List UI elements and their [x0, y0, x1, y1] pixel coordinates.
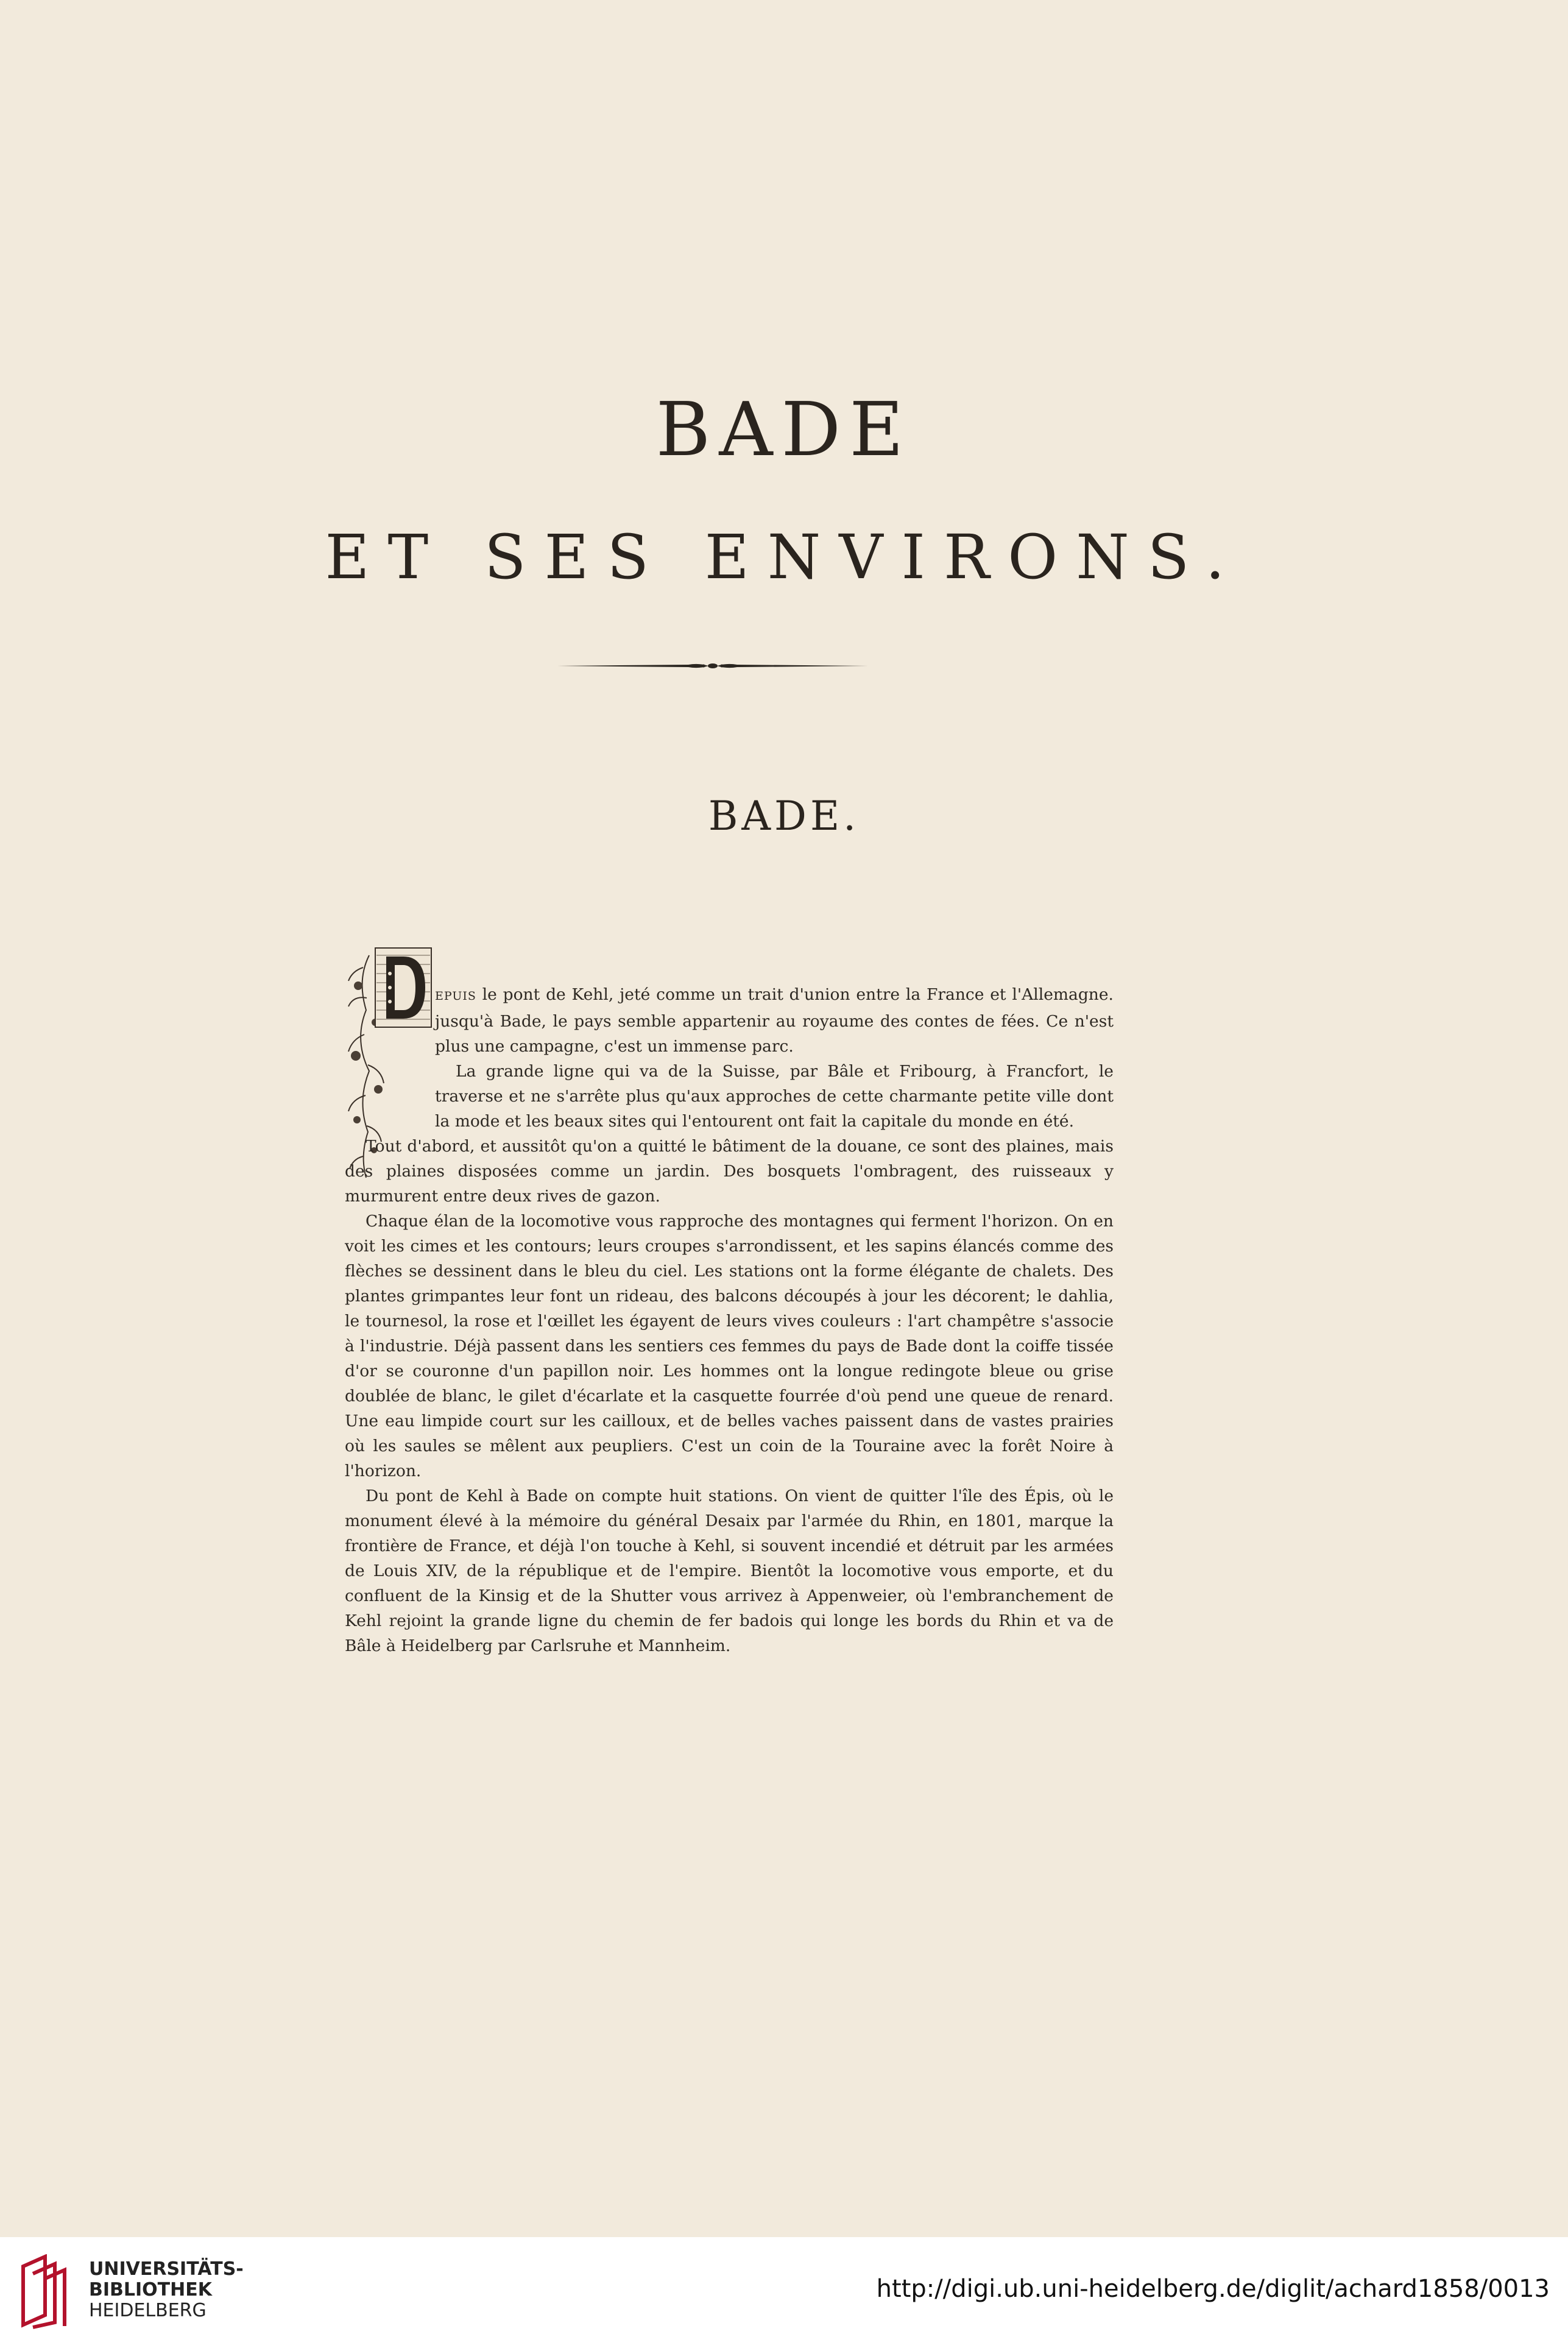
body-text: [345, 982, 1114, 1658]
permalink-url[interactable]: http://digi.ub.uni-heidelberg.de/diglit/achard1858/0013: [876, 2275, 1550, 2303]
library-name-line-3: HEIDELBERG: [89, 2300, 207, 2321]
paragraph-1-text: le pont de Kehl, jeté comme un trait d'union entre la France et l'Allemagne. jusqu'à Bade, le pays semble appartenir au royaume des contes de fées. Ce n'est plus une campagne, c'est un immense parc.: [435, 985, 1114, 1056]
paragraph-3: Tout d'abord, et aussitôt qu'on a quitté le bâtiment de la douane, ce sont des plaines, mais des plaines disposées comme un jardin. Des bosquets l'ombragent, des ruisseaux y murmurent entre deux rives de gazon.: [345, 1137, 1114, 1206]
library-name: [89, 2259, 244, 2321]
library-logo-icon: [21, 2254, 67, 2330]
book-subtitle: ET SES ENVIRONS.: [325, 522, 1243, 593]
library-name-line-2: BIBLIOTHEK: [89, 2279, 212, 2300]
paragraph-4: Chaque élan de la locomotive vous rapproche des montagnes qui ferment l'horizon. On en voit les cimes et les contours; leurs croupes s'arrondissent, et les sapins élancés comme des flèches se dessinent dans le bleu du ciel. Les stations ont la forme élégante de chalets. Des plantes grimpantes leur font un rideau, des balcons découpés à jour les décorent; le dahlia, le tournesol, la rose et l'œillet les égayent de leurs vives couleurs : l'art champêtre s'associe à l'industrie. Déjà passent dans les sentiers ces femmes du pays de Bade dont la coiffe tissée d'or se couronne d'un papillon noir. Les hommes ont la longue redingote bleue ou grise doublée de blanc, le gilet d'écarlate et la casquette fourrée d'où pend une queue de renard. Une eau limpide court sur les cailloux, et de belles vaches paissent dans de vastes prairies où les saules se mêlent aux peupliers. C'est un coin de la Touraine avec la forêt Noire à l'horizon.: [345, 1212, 1114, 1480]
book-title: BADE: [655, 386, 913, 473]
paragraph-1-smallcaps: EPUIS: [435, 989, 476, 1003]
digitization-footer: [0, 2237, 1568, 2348]
library-name-line-1: UNIVERSITÄTS-: [89, 2258, 244, 2280]
ornamental-rule-icon: [557, 657, 868, 675]
section-heading: BADE.: [708, 793, 860, 840]
paragraph-2: La grande ligne qui va de la Suisse, par Bâle et Fribourg, à Francfort, le traverse et ne s'arrête plus qu'aux approches de cette charmante petite ville dont la mode et les beaux sites qui l'entourent ont fait la capitale du monde en été.: [435, 1062, 1114, 1131]
paragraph-5: Du pont de Kehl à Bade on compte huit stations. On vient de quitter l'île des Épis, où le monument élevé à la mémoire du général Desaix par l'armée du Rhin, en 1801, marque la frontière de France, et déjà l'on touche à Kehl, si souvent incendié et détruit par les armées de Louis XIV, de la république et de l'empire. Bientôt la locomotive vous emporte, et du confluent de la Kinsig et de la Shutter vous arrivez à Appenweier, où l'embranchement de Kehl rejoint la grande ligne du chemin de fer badois qui longe les bords du Rhin et va de Bâle à Heidelberg par Carlsruhe et Mannheim.: [345, 1487, 1114, 1655]
paragraph-1: [435, 982, 1114, 1059]
